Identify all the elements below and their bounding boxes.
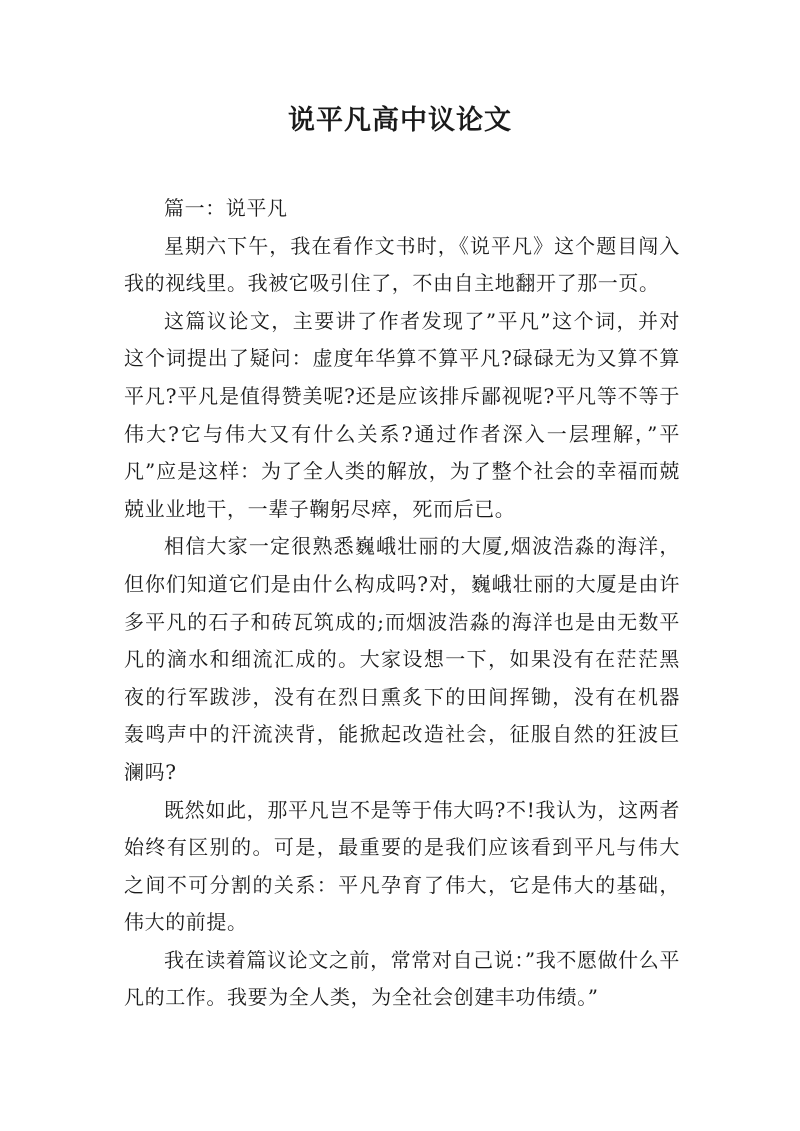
paragraph-2: 这篇议论文，主要讲了作者发现了”平凡”这个词，并对这个词提出了疑问：虚度年华算不算平凡?碌碌无为又算不算平凡?平凡是值得赞美呢?还是应该排斥鄙视呢?平凡等不等于伟大?它与伟大又有什么关系?通过作者深入一层理解，”平凡”应是这样：为了全人类的解放，为了整个社会的幸福而兢兢业业地干，一辈子鞠躬尽瘁，死而后已。 xyxy=(124,308,680,521)
paragraph-3: 相信大家一定很熟悉巍峨壮丽的大厦,烟波浩淼的海洋，但你们知道它们是由什么构成吗?对，巍峨壮丽的大厦是由许多平凡的石子和砖瓦筑成的;而烟波浩淼的海洋也是由无数平凡的滴水和细流汇成的。大家设想一下，如果没有在茫茫黑夜的行军跋涉，没有在烈日熏炙下的田间挥锄，没有在机器轰鸣声中的汗流浃背，能掀起改造社会，征服自然的狂波巨澜吗? xyxy=(124,534,680,784)
document-body xyxy=(124,190,680,1017)
section-heading: 篇一：说平凡 xyxy=(164,196,288,220)
paragraph-4: 既然如此，那平凡岂不是等于伟大吗?不!我认为，这两者始终有区别的。可是，最重要的是我们应该看到平凡与伟大之间不可分割的关系：平凡孕育了伟大，它是伟大的基础，伟大的前提。 xyxy=(124,797,680,935)
paragraph-5: 我在读着篇议论文之前，常常对自己说：”我不愿做什么平凡的工作。我要为全人类，为全社会创建丰功伟绩。” xyxy=(124,947,680,1010)
paragraph-1: 星期六下午，我在看作文书时，《说平凡》这个题目闯入我的视线里。我被它吸引住了，不由自主地翻开了那一页。 xyxy=(124,233,680,296)
document-title: 说平凡高中议论文 xyxy=(288,105,512,136)
